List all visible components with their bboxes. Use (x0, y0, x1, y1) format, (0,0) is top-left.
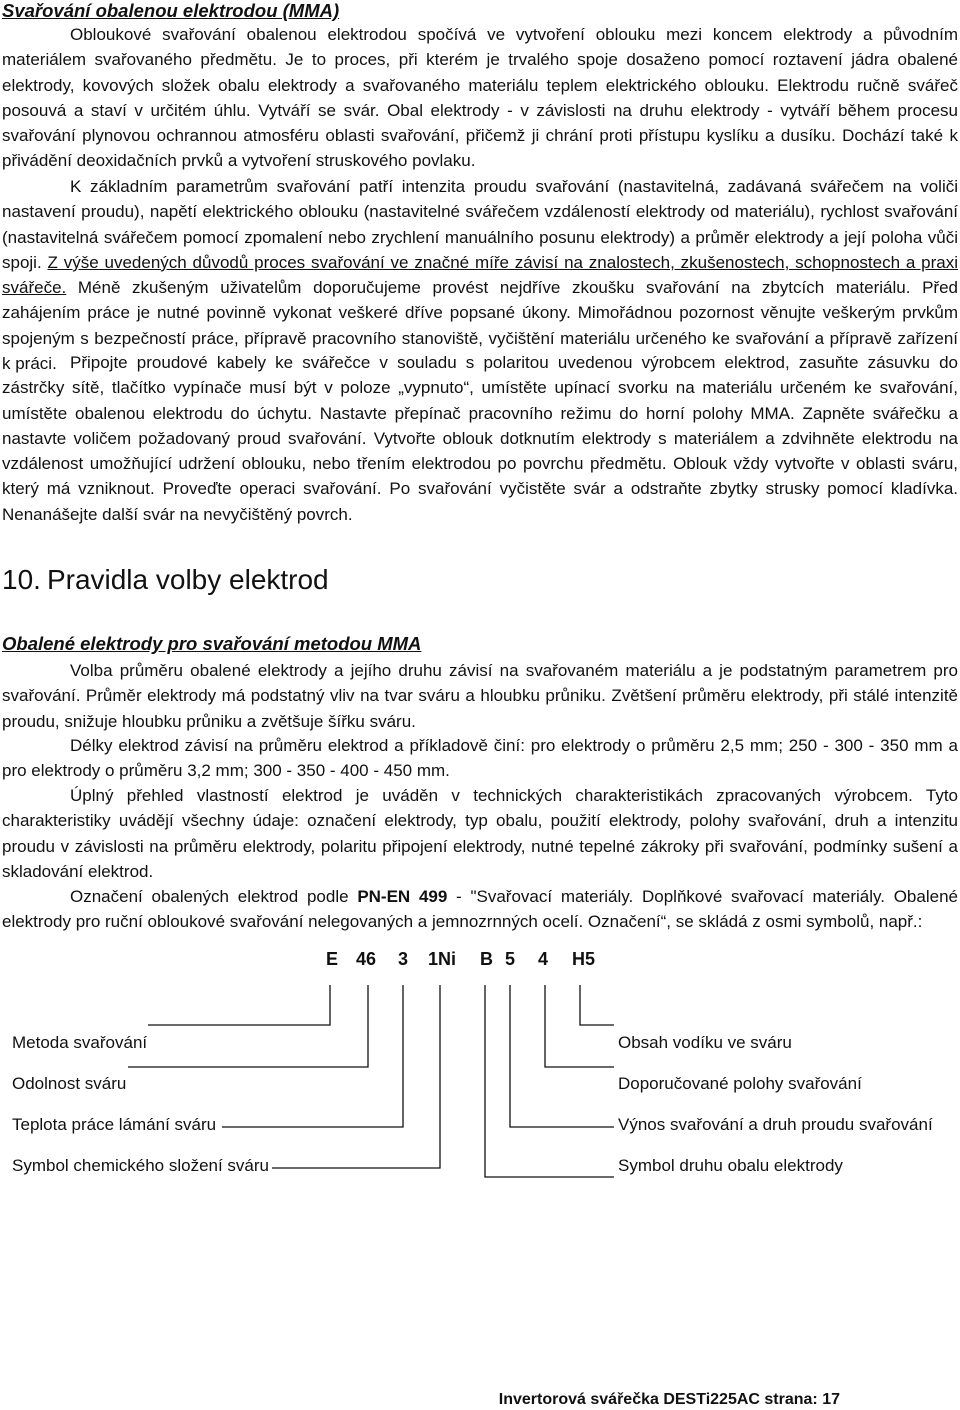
subheading: Obalené elektrody pro svařování metodou MMA (2, 633, 422, 654)
label-welding-positions: Doporučované polohy svařování (618, 1074, 862, 1093)
code-symbol: 5 (505, 949, 516, 969)
section-heading: Svařování obalenou elektrodou (MMA) (2, 0, 340, 21)
code-symbol: H5 (572, 949, 596, 969)
paragraph-mma-intro: Obloukové svařování obalenou elektrodou spočívá ve vytvoření oblouku mezi koncem elektrody a původním materiálem svařovaného předmětu. Je to proces, při kterém je trvalého spoje dosaženo pomocí roztavení jádra obalené elektrody, kovových složek obalu elektrody a svařovaného materiálu teplem elektrického oblouku. Elektrodu ručně svářeč posouvá a staví v určitém úhlu. Vytváří se svár. Obal elektrody - v závislosti na druhu elektrody - vytváří během procesu svařování plynovou ochrannou atmosféru oblasti svařování, přičemž ji chrání proti přístupu kyslíku a dusíku. Dochází také k přivádění deoxidačních prvků a vytvoření struskového povlaku. (2, 25, 958, 171)
connector-line (510, 985, 614, 1127)
code-symbol: E (326, 949, 339, 969)
connector-line (128, 985, 368, 1067)
chapter-number: 10. (2, 564, 41, 595)
label-chemical-composition: Symbol chemického složení sváru (12, 1156, 270, 1175)
label-yield-current: Výnos svařování a druh proudu svařování (618, 1115, 933, 1134)
paragraph-diameter: Volba průměru obalené elektrody a jejího druhu závisí na svařovaném materiálu a je podstatným parametrem pro svařování. Průměr elektrody má podstatný vliv na tvar sváru a hloubku průniku. Zvětšení průměru elektrody, při stálé intenzitě proudu, snižuje hloubku průniku a zvětšuje šířku sváru. (2, 661, 958, 731)
code-symbol: B (480, 949, 493, 969)
label-hydrogen-content: Obsah vodíku ve sváru (618, 1033, 792, 1052)
connector-line (272, 985, 440, 1168)
code-symbol: 46 (356, 949, 377, 969)
standard-code: PN-EN 499 (357, 887, 448, 906)
connector-line (222, 985, 403, 1127)
page-footer: Invertorová svářečka DESTi225AC strana: 17 (498, 1391, 840, 1408)
paragraph-marking-after: - "Svařovací materiály. Doplňkové svařovací materiály. Obalené elektrody pro ruční obloukové svařování nelegovaných a jemnozrnných ocelí. Označení“, se skládá z osmi symbolů, např.: (2, 887, 958, 932)
code-symbol: 4 (538, 949, 549, 969)
paragraph-parameters-underlined: Z výše uvedených důvodů proces svařování ve značné míře závisí na znalostech, zkušenostech, schopnostech a praxi svářeče. (2, 252, 958, 298)
connector-line (485, 985, 614, 1177)
code-symbol: 3 (398, 949, 409, 969)
connector-line (580, 985, 614, 1025)
label-coating-type: Symbol druhu obalu elektrody (618, 1156, 843, 1175)
label-weld-resistance: Odolnost sváru (12, 1074, 127, 1093)
code-symbol: 1Ni (428, 949, 457, 969)
label-welding-method: Metoda svařování (12, 1033, 148, 1052)
paragraph-lengths: Délky elektrod závisí na průměru elektrod a příkladově činí: pro elektrody o průměru 2,5 mm; 250 - 300 - 350 mm a pro elektrody o průměru 3,2 mm; 300 - 350 - 400 - 450 mm. (2, 736, 958, 781)
label-fracture-temperature: Teplota práce lámání sváru (12, 1115, 217, 1134)
paragraph-parameters-lead: K základním parametrům svařování patří intenzita proudu svařování (nastavitelná, zadávaná svářečem na voliči nastavení proudu), napětí elektrického oblouku (nastavitelné svářečem vzdáleností elektrody od materiálu), rychlost svařování (nastavitelná svářečem pomocí zpomalení nebo zrychlení manuálního posunu elektrody) a průměr elektrody a její poloha vůči spoji. (2, 177, 958, 272)
paragraph-procedure: Připojte proudové kabely ke svářečce v souladu s polaritou uvedenou výrobcem elektrod, zasuňte zásuvku do zástrčky sítě, tlačítko vypínače musí být v poloze „vypnuto“, umístěte upínací svorku na materiálu určeném ke svařování, umístěte obalenou elektrodu do úchytu. Nastavte přepínač pracovního režimu do horní polohy MMA. Zapněte svářečku a nastavte voličem požadovaný proud svařování. Vytvořte oblouk dotknutím elektrody s materiálem a zdvihněte elektrodu na vzdálenost umožňující udržení oblouku, nebo třením elektrodou po povrchu předmětu. Oblouk vždy vytvořte v oblasti sváru, který má vzniknout. Proveďte operaci svařování. Po svařování vyčistěte svár a odstraňte zbytky strusky pomocí kladívka. Nenanášejte další svár na nevyčištěný povrch. (2, 353, 958, 524)
paragraph-parameters-tail: Méně zkušeným uživatelům doporučujeme provést nejdříve zkoušku svařování na zbytcích materiálu. Před zahájením práce je nutné povinně vykonat veškeré dříve popsané úkony. Mimořádnou pozornost věnujte veškerým prvkům spojeným s bezpečností práce, přípravě pracovního stanoviště, vyčištění materiálu určeného ke svařování a přípravě zařízení k práci. (2, 278, 958, 374)
paragraph-overview: Úplný přehled vlastností elektrod je uváděn v technických charakteristikách zpracovaných výrobcem. Tyto charakteristiky uvádějí všechny údaje: označení elektrody, typ obalu, použití elektrody, polohy svařování, druh a intenzitu proudu v závislosti na průměru elektrody, polaritu připojení elektrody, nutné tepelné zákroky při svařování, podmínky sušení a skladování elektrod. (2, 786, 958, 881)
connector-line (148, 985, 330, 1025)
chapter-title: Pravidla volby elektrod (46, 564, 329, 595)
paragraph-marking-before: Označení obalených elektrod podle (70, 887, 358, 906)
